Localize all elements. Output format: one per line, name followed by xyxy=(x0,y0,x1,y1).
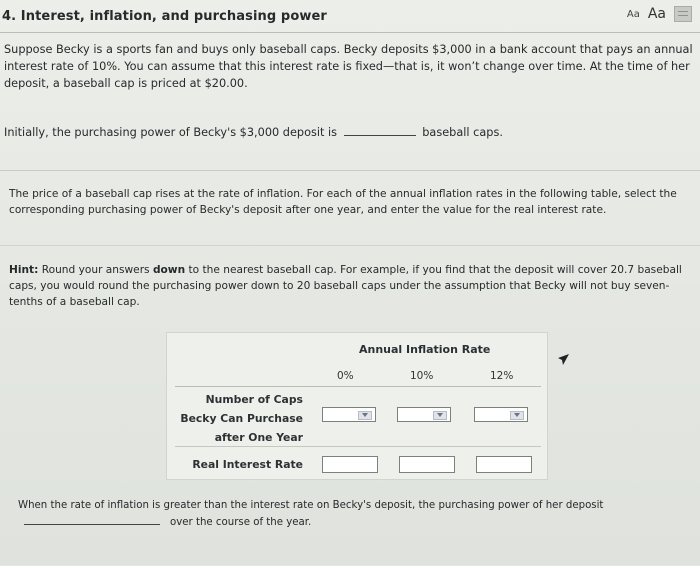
row-label-caps-line3: after One Year xyxy=(214,431,303,444)
row-label-caps-line1: Number of Caps xyxy=(205,393,303,406)
hint-paragraph xyxy=(9,262,691,310)
conclusion-dropdown-blank[interactable] xyxy=(24,514,160,525)
chevron-down-icon[interactable] xyxy=(510,411,524,420)
font-decrease-button[interactable]: Aa xyxy=(626,8,640,20)
real-rate-input-0[interactable] xyxy=(322,456,378,473)
hint-text-part1: Round your answers xyxy=(38,264,153,276)
inflation-table xyxy=(166,332,548,480)
chevron-down-icon[interactable] xyxy=(358,411,372,420)
row-label-caps-line2: Becky Can Purchase xyxy=(180,412,303,425)
table-header-divider xyxy=(175,386,541,387)
caps-dropdown-12[interactable] xyxy=(474,407,528,422)
document-icon[interactable] xyxy=(674,6,692,22)
conclusion-line2: over the course of the year. xyxy=(170,517,312,528)
conclusion-line2-wrap xyxy=(18,514,688,531)
real-rate-input-12[interactable] xyxy=(476,456,532,473)
initial-purchasing-power-blank[interactable] xyxy=(344,124,416,136)
question-title: 4. Interest, inflation, and purchasing power xyxy=(2,9,327,24)
column-header-10: 10% xyxy=(410,370,434,382)
inflation-instructions: The price of a baseball cap rises at the rate of inflation. For each of the annual inflation rates in the following table, select the corresponding purchasing power of Becky's deposit after one year, and enter the value for the real interest rate. xyxy=(9,188,677,216)
hint-text-part2: to the nearest baseball cap. For example, if you find that the deposit will cover 20.7 baseball caps, you would round the purchasing power down to 20 baseball caps under the assumption that Becky will not buy seven-tenths of a baseball cap. xyxy=(9,264,682,308)
conclusion-paragraph xyxy=(18,498,688,531)
hint-label: Hint: xyxy=(9,264,39,276)
font-increase-button[interactable]: Aa xyxy=(647,6,666,22)
chevron-down-icon[interactable] xyxy=(433,411,447,420)
table-row-divider xyxy=(175,446,541,447)
hint-bold-word: down xyxy=(152,264,186,276)
conclusion-line1: When the rate of inflation is greater than the interest rate on Becky's deposit, the purchasing power of her deposit xyxy=(18,500,604,511)
row-label-number-of-caps xyxy=(167,390,303,447)
table-header: Annual Inflation Rate xyxy=(359,343,491,356)
intro-paragraph: Suppose Becky is a sports fan and buys only baseball caps. Becky deposits $3,000 in a bank account that pays an annual interest rate of 10%. You can assume that this interest rate is fixed—that is, it won’t change over time. At the time of her deposit, a baseball cap is priced at $20.00. xyxy=(4,43,693,90)
title-divider xyxy=(0,32,700,33)
column-header-12: 12% xyxy=(490,370,514,382)
caps-dropdown-0[interactable] xyxy=(322,407,376,422)
caps-dropdown-10[interactable] xyxy=(397,407,451,422)
mouse-pointer-icon xyxy=(556,353,570,367)
font-size-controls xyxy=(627,6,692,22)
column-header-0: 0% xyxy=(337,370,354,382)
row-label-real-interest-rate: Real Interest Rate xyxy=(192,458,303,471)
initial-text-before: Initially, the purchasing power of Becky's $3,000 deposit is xyxy=(4,126,338,139)
hint-divider xyxy=(0,245,700,246)
initial-text-after: baseball caps. xyxy=(422,126,503,139)
initial-purchasing-power-sentence xyxy=(4,124,694,141)
real-rate-input-10[interactable] xyxy=(399,456,455,473)
